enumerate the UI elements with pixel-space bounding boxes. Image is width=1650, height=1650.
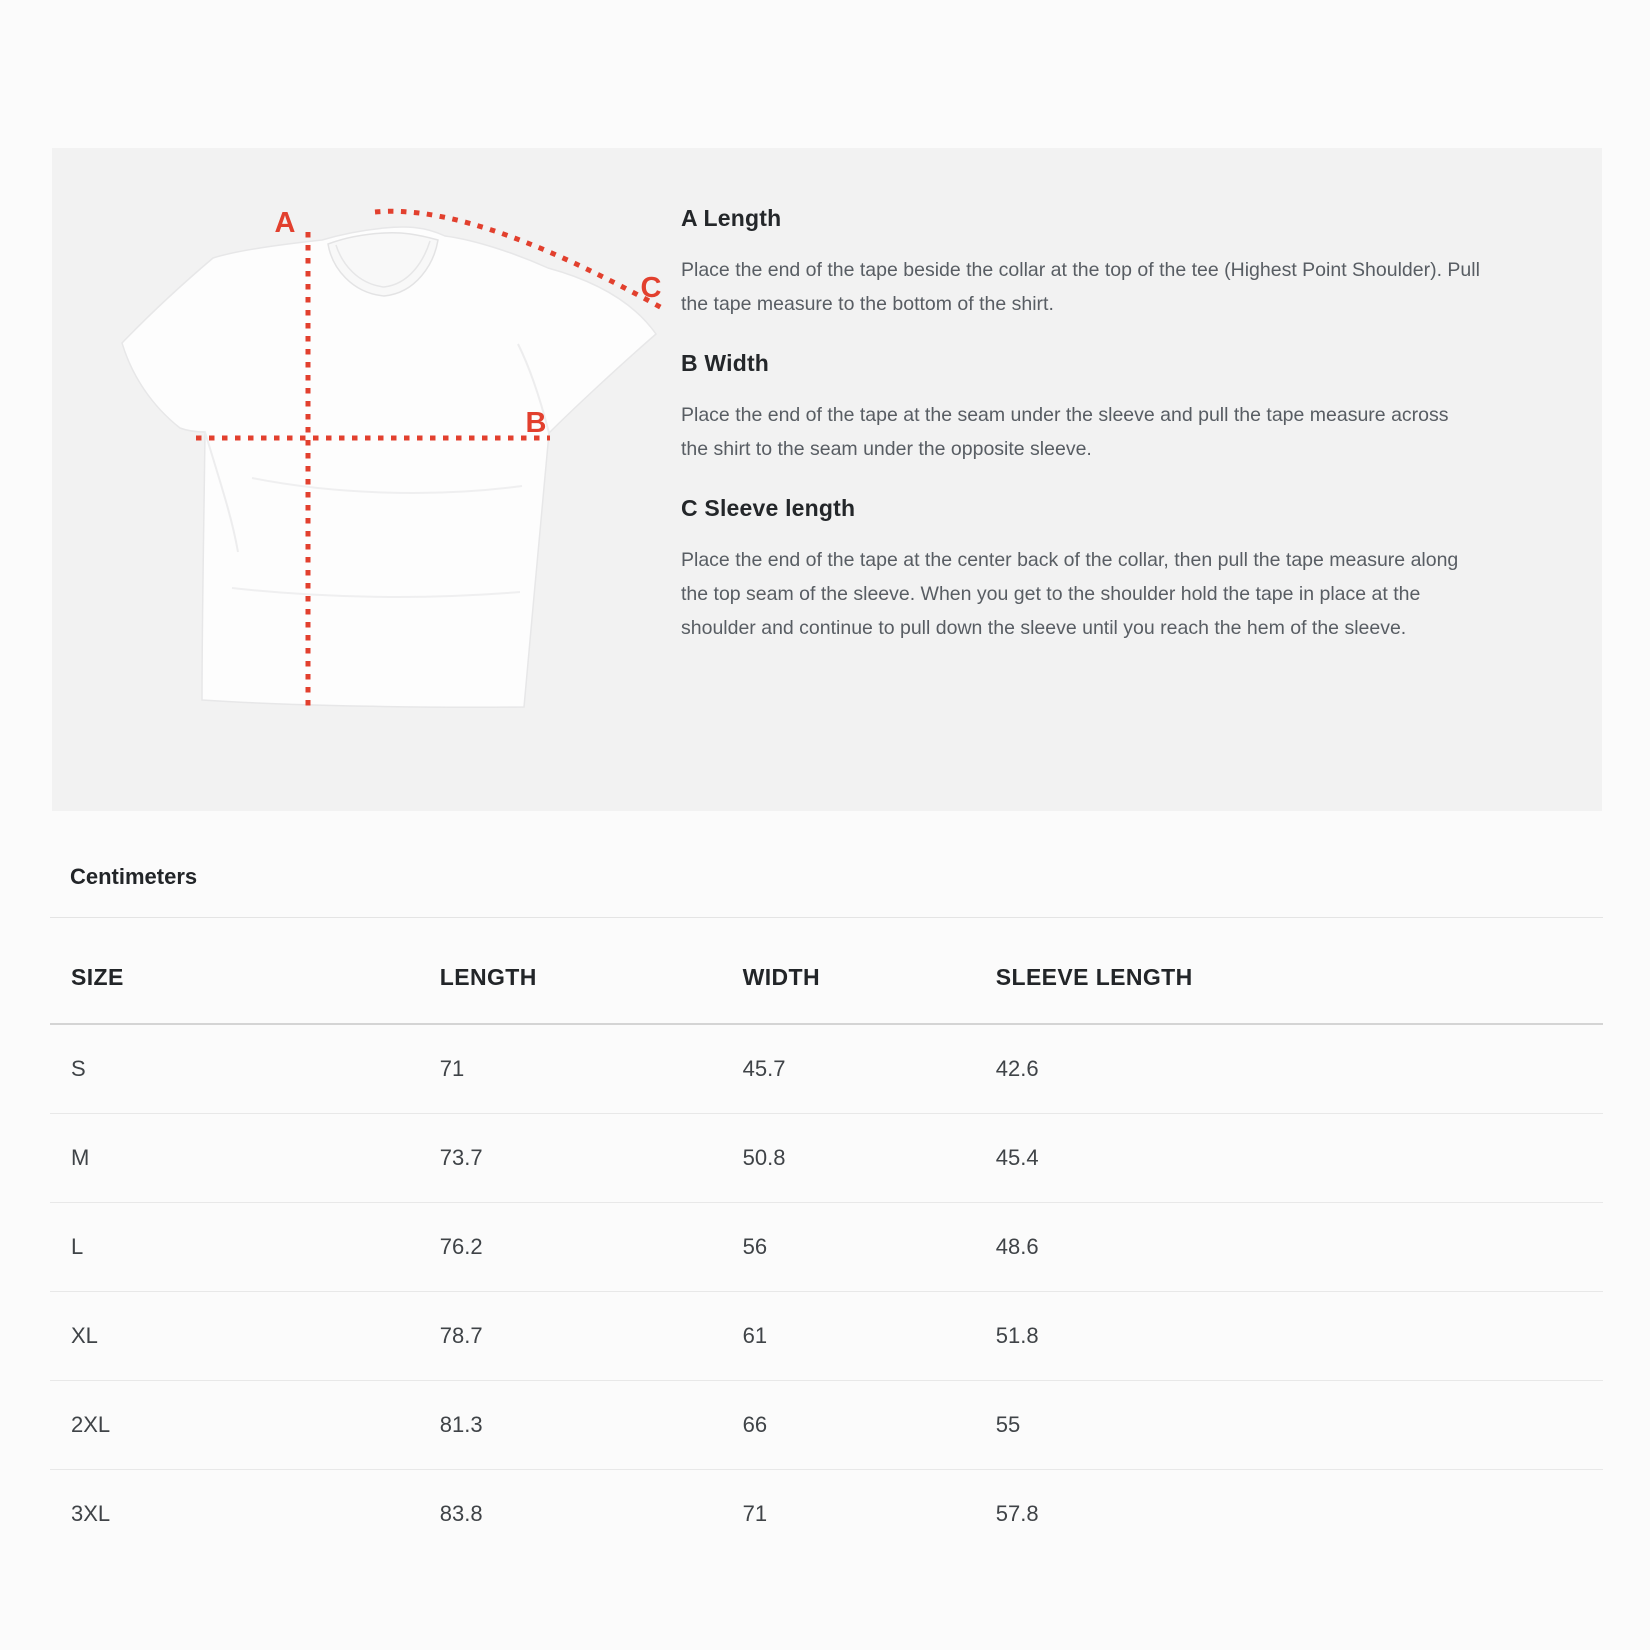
instruction-sleeve [681,495,1481,645]
cell-size: 3XL [71,1501,111,1526]
cell-width: 56 [743,1203,996,1292]
size-table [50,917,1603,1558]
cell-size: XL [50,1292,440,1381]
cell-width: 61 [743,1292,996,1381]
cell-size: M [50,1114,440,1203]
column-header-sleeve-length: SLEEVE LENGTH [996,918,1603,1025]
table-row-s [50,1024,1603,1114]
instruction-sleeve-body: Place the end of the tape at the center back of the collar, then pull the tape measure along the top seam of the sleeve. When you get to the shoulder hold the tape in place at the shoulder and continue to pull down the sleeve until you reach the hem of the sleeve. [681,549,1459,639]
cell-length: 81.3 [440,1381,743,1470]
table-row-m [50,1114,1603,1203]
tshirt-outline [122,227,656,707]
table-row-xl [50,1292,1603,1381]
cell-length: 76.2 [440,1203,743,1292]
cell-length: 78.7 [440,1292,743,1381]
cell-sleeve-length: 57.8 [995,1501,1039,1526]
instruction-width [681,350,1481,466]
cell-length: 71 [440,1024,743,1114]
tshirt-measurement-diagram [52,148,752,811]
instruction-width-heading: B Width [681,350,770,376]
cell-length: 73.7 [440,1114,743,1203]
cell-size: L [50,1203,440,1292]
cell-width: 50.8 [743,1114,996,1203]
cell-size: S [50,1024,440,1114]
column-header-size: SIZE [50,918,440,1025]
label-c: C [640,272,662,304]
cell-sleeve-length: 51.8 [996,1292,1603,1381]
label-a: A [274,207,296,239]
cell-sleeve-length: 42.6 [996,1024,1603,1114]
size-table-header [50,918,1603,1025]
column-header-length: LENGTH [440,918,743,1025]
header-row [50,918,1603,1025]
instruction-sleeve-heading: C Sleeve length [681,495,856,521]
cell-size: 2XL [50,1381,440,1470]
cell-length: 83.8 [439,1501,483,1526]
unit-heading: Centimeters [70,864,198,889]
cell-sleeve-length: 55 [996,1381,1603,1470]
size-chart-section [50,864,1603,1558]
cell-width: 71 [742,1501,768,1526]
column-header-width: WIDTH [743,918,996,1025]
instruction-length-body: Place the end of the tape beside the collar at the top of the tee (Highest Point Shoulder). Pull the tape measure to the bottom of the shirt. [681,259,1480,315]
measurement-instructions [681,205,1481,645]
measuring-guide-panel [52,148,1602,811]
cell-width: 66 [743,1381,996,1470]
table-row-3xl [50,1470,1603,1559]
cell-width: 45.7 [743,1024,996,1114]
cell-sleeve-length: 45.4 [996,1114,1603,1203]
cell-sleeve-length: 48.6 [996,1203,1603,1292]
instruction-length [681,205,1481,321]
label-b: B [525,407,547,439]
instruction-width-body: Place the end of the tape at the seam under the sleeve and pull the tape measure across the shirt to the seam under the opposite sleeve. [681,404,1449,460]
instruction-length-heading: A Length [681,205,782,231]
table-row-2xl [50,1381,1603,1470]
table-row-l [50,1203,1603,1292]
